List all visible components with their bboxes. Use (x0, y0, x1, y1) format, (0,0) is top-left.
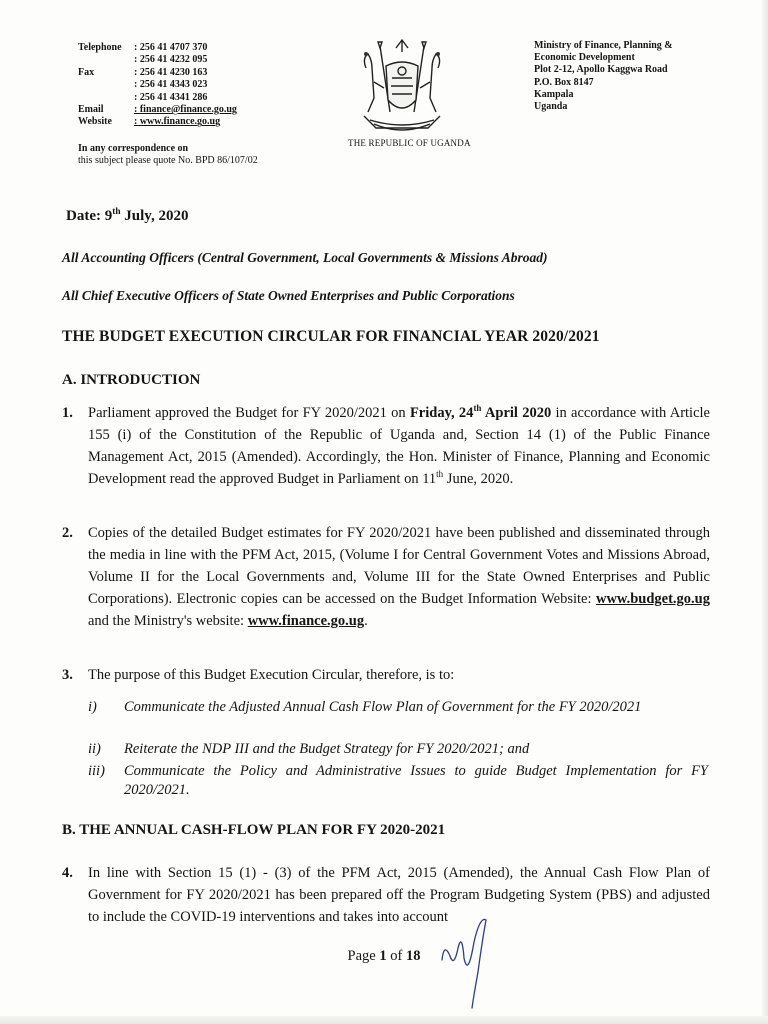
contact-row: : 256 41 4343 023 (134, 79, 208, 91)
ministry-address: Ministry of Finance, Planning & Economic Development Plot 2-12, Apollo Kaggwa Road P.O. Box 8147 Kampala Uganda (534, 40, 673, 113)
addressee-ceos: All Chief Executive Officers of State Owned Enterprises and Public Corporations (62, 288, 515, 303)
contact-row: : 256 41 4232 095 (134, 54, 208, 66)
scan-bottom-shadow (0, 1016, 768, 1024)
contact-row-telephone: Telephone : 256 41 4707 370 (78, 42, 208, 53)
uganda-coat-of-arms-icon (356, 38, 448, 138)
letter-date: Date: 9th July, 2020 (66, 207, 189, 224)
contact-row-email: Email : finance@finance.go.ug (78, 104, 237, 116)
handwritten-signature (434, 912, 504, 1012)
paragraph-1: 1. Parliament approved the Budget for FY 2020/2021 on Friday, 24th April 2020 in accordance with Article 155 (i) of the Constitution of the Republic of Uganda and, Section 14 (1) of the Public Finance Management Act, 2015 (Amended). Accordingly, the Hon. Minister of Finance, Planning and Economic Development read the approved Budget in Parliament on 11th June, 2020. (62, 403, 710, 487)
section-b-heading: B. THE ANNUAL CASH-FLOW PLAN FOR FY 2020-2021 (62, 822, 446, 838)
budget-website-link[interactable]: www.budget.go.ug (595, 591, 710, 607)
circular-title: THE BUDGET EXECUTION CIRCULAR FOR FINANCIAL YEAR 2020/2021 (62, 328, 600, 345)
contact-row: : 256 41 4341 286 (134, 91, 208, 103)
list-item: ii) Reiterate the NDP III and the Budget Strategy for FY 2020/2021; and (88, 741, 530, 757)
website-link[interactable]: : www.finance.go.ug (134, 116, 221, 128)
contact-block (78, 42, 237, 129)
contact-row-fax: Fax : 256 41 4230 163 (78, 66, 208, 78)
paragraph-4: 4. In line with Section 15 (1) - (3) of the PFM Act, 2015 (Amended), the Annual Cash Flow Plan of Government for FY 2020/2021 has been prepared off the Program Budgeting System (PBS) and adjusted to include the COVID-19 interventions and takes into account (62, 865, 710, 925)
list-item: i) Communicate the Adjusted Annual Cash Flow Plan of Government for the FY 2020/2021 (88, 699, 642, 715)
addressee-accounting-officers: All Accounting Officers (Central Government, Local Governments & Missions Abroad) (62, 250, 548, 265)
correspondence-note: In any correspondence on this subject please quote No. BPD 86/107/02 (78, 143, 258, 166)
page-number: Page 1 of 18 (347, 948, 421, 964)
scan-edge-shadow (762, 0, 768, 1024)
contact-row-website: Website : www.finance.go.ug (78, 116, 237, 128)
finance-website-link[interactable]: www.finance.go.ug (247, 613, 365, 629)
republic-label: THE REPUBLIC OF UGANDA (348, 138, 471, 148)
section-a-heading: A. INTRODUCTION (62, 372, 201, 388)
paragraph-3: 3. The purpose of this Budget Execution Circular, therefore, is to: (62, 667, 455, 683)
list-item: iii) Communicate the Policy and Administrative Issues to guide Budget Implementation for FY 2020/2021. (88, 763, 708, 798)
paragraph-2: 2. Copies of the detailed Budget estimates for FY 2020/2021 have been published and disseminated through the media in line with the PFM Act, 2015, (Volume I for Central Government Votes and Missions Abroad, Volume II for the Local Governments and, Volume III for the State Owned Enterprises and Public Corporations). Electronic copies can be accessed on the Budget Information Website: www.budget.go.ug and the Ministry's website: www.finance.go.ug. (62, 525, 710, 629)
email-link[interactable]: : finance@finance.go.ug (134, 104, 237, 116)
